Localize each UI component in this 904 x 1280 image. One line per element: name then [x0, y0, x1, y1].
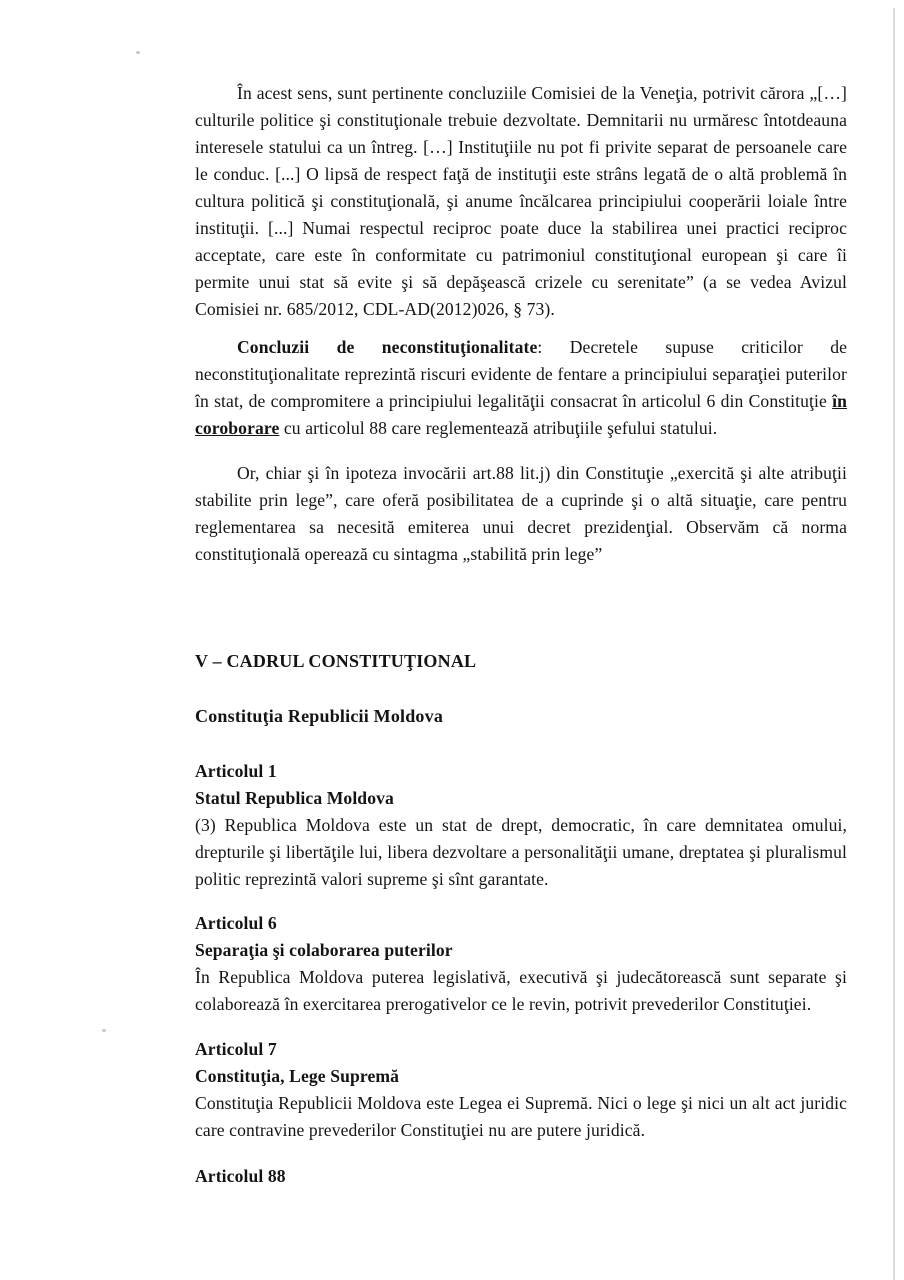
article-1-number: Articolul 1 — [195, 761, 277, 781]
article-6-number: Articolul 6 — [195, 913, 277, 933]
scan-edge-shadow-line — [893, 8, 895, 1280]
section-heading-constitutional-framework: V – CADRUL CONSTITUŢIONAL — [195, 651, 477, 671]
scan-speck-artifact — [102, 1029, 106, 1032]
conclusions-body-text: : Decretele supuse criticilor de neconstituţionalitate reprezintă riscuri evidente de fentare a principiului separaţiei puterilor în stat, de compromitere a principiului legalităţii consacrat în articolul 6 din Constituţie — [195, 337, 848, 411]
in-coroborare-emphasis: în coroborare — [195, 391, 847, 438]
article-6-body: În Republica Moldova puterea legislativă, executivă şi judecătorească sunt separate şi colaborează în exercitarea prerogativelor ce le revin, potrivit prevederilor Constituţiei. — [195, 967, 847, 1014]
article-block-88 — [195, 1163, 847, 1190]
article-block-1 — [195, 758, 847, 893]
paragraph-venice-commission: În acest sens, sunt pertinente concluziile Comisiei de la Veneţia, potrivit cărora „[…] culturile politice şi constituţionale trebuie dezvoltate. Demnitarii nu urmăresc întotdeauna interesele statului ca un întreg. […] Instituţiile nu pot fi privite separat de persoanele care le conduc. [...] O lipsă de respect faţă de instituţii este strâns legată de o altă problemă în cultura politică şi constituţională, şi anume încălcarea principiului cooperării loiale între instituţii. [...] Numai respectul reciproc poate duce la stabilirea unei practici reciproc acceptate, care este în conformitate cu patrimoniul constituţional european şi care îi permite unui stat să evite şi să depăşească crizele cu serenitate” (a se vedea Avizul Comisiei nr. 685/2012, CDL-AD(2012)026, § 73). — [195, 83, 847, 319]
paragraph-art88-hypothesis: Or, chiar şi în ipoteza invocării art.88 lit.j) din Constituţie „exercită şi alte atribuţii stabilite prin lege”, care oferă posibilitatea de a cuprinde şi o altă situaţie, care pentru reglementarea sa necesită emiterea unui decret prezidenţial. Observăm că norma constituţională operează cu sintagma „stabilită prin lege” — [195, 463, 847, 564]
subsection-heading-constitution-moldova: Constituţia Republicii Moldova — [195, 706, 444, 726]
article-88-number: Articolul 88 — [195, 1166, 286, 1186]
article-7-number: Articolul 7 — [195, 1039, 277, 1059]
conclusions-lead-bold: Concluzii de neconstituţionalitate — [237, 337, 538, 357]
article-1-body: (3) Republica Moldova este un stat de drept, democratic, în care demnitatea omului, drepturile şi libertăţile lui, libera dezvoltare a personalităţii umane, dreptatea şi pluralismul politic reprezintă valori supreme şi sînt garantate. — [195, 815, 847, 889]
conclusions-tail-text: cu articolul 88 care reglementează atribuţiile şefului statului. — [279, 418, 718, 438]
article-7-body: Constituţia Republicii Moldova este Legea ei Supremă. Nici o lege şi nici un alt act juridic care contravine prevederilor Constituţiei nu are putere juridică. — [195, 1093, 847, 1140]
scan-speck-artifact — [136, 51, 140, 54]
article-7-title: Constituţia, Lege Supremă — [195, 1066, 400, 1086]
article-1-title: Statul Republica Moldova — [195, 788, 394, 808]
paragraph-conclusions — [195, 334, 847, 442]
article-6-title: Separaţia şi colaborarea puterilor — [195, 940, 453, 960]
article-block-6 — [195, 910, 847, 1018]
article-block-7 — [195, 1036, 847, 1144]
